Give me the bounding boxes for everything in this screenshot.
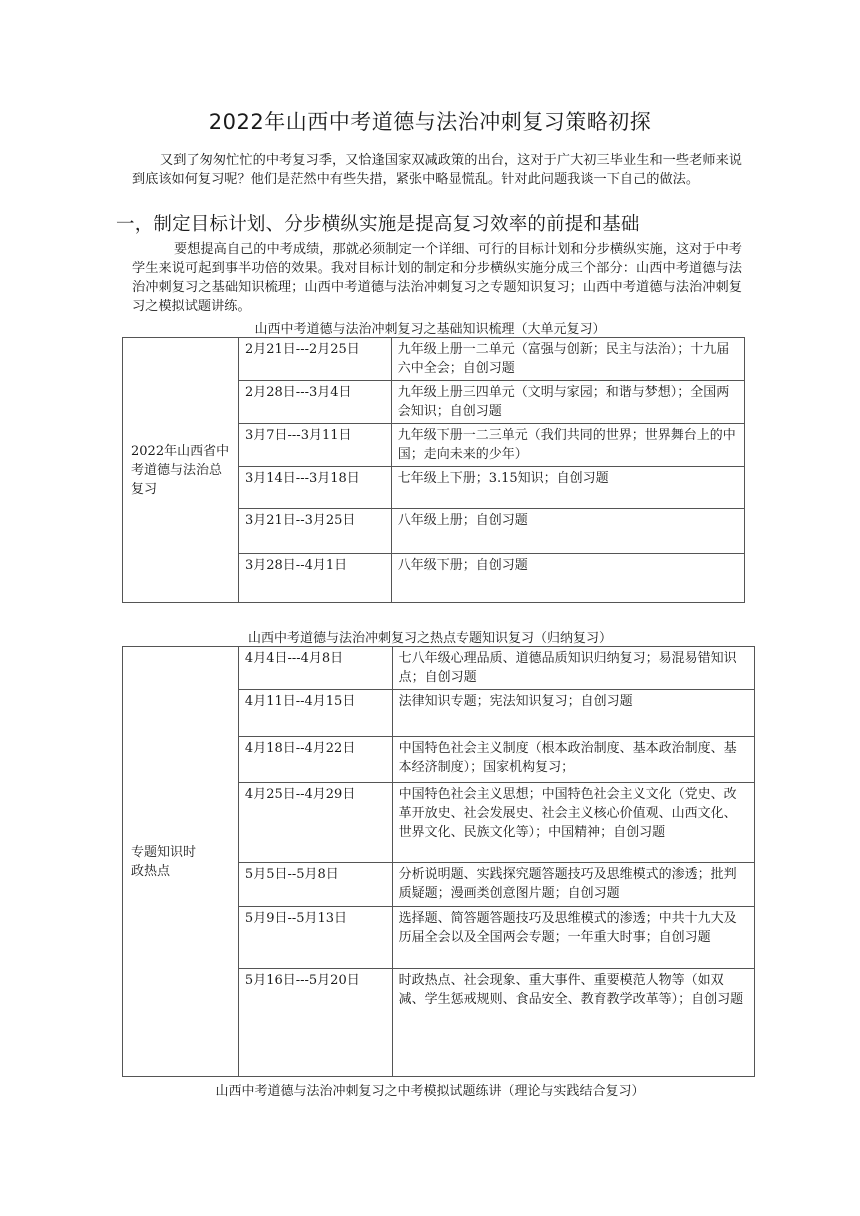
table-row-content: 九年级上册一二单元（富强与创新；民主与法治）；十九届六中全会；自创习题	[391, 338, 744, 381]
table-row-content: 法律知识专题；宪法知识复习；自创习题	[392, 690, 754, 737]
table-row-content: 中国特色社会主义思想；中国特色社会主义文化（党史、改革开放史、社会发展史、社会主义核心价值观、山西文化、世界文化、民族文化等）；中国精神；自创习题	[392, 783, 754, 863]
table-row-date: 3月7日---3月11日	[238, 424, 391, 467]
table2-caption: 山西中考道德与法治冲刺复习之热点专题知识复习（归纳复习）	[247, 631, 612, 646]
topic-review-table	[122, 646, 755, 1077]
table-row-content: 八年级上册；自创习题	[391, 509, 744, 554]
intro-paragraph: 又到了匆匆忙忙的中考复习季，又恰逢国家双减政策的出台，这对于广大初三毕业生和一些老师来说到底该如何复习呢？他们是茫然中有些失措，紧张中略显慌乱。针对此问题我谈一下自己的做法。	[132, 153, 742, 187]
table-row-content: 中国特色社会主义制度（根本政治制度、基本政治制度、基本经济制度）；国家机构复习；	[392, 737, 754, 783]
table-row-date: 4月11日--4月15日	[238, 690, 392, 737]
table-row-date: 5月16日---5月20日	[238, 969, 392, 1077]
basic-review-table	[122, 337, 745, 603]
table-row-content: 八年级下册；自创习题	[391, 554, 744, 603]
table1-left-label: 2022年山西省中考道德与法治总复习	[123, 338, 239, 603]
page-title: 2022年山西中考道德与法治冲刺复习策略初探	[208, 110, 652, 134]
table-row-date: 2月28日---3月4日	[238, 381, 391, 424]
table-row-date: 4月25日--4月29日	[238, 783, 392, 863]
table-row-date: 2月21日---2月25日	[238, 338, 391, 381]
table-row-content: 七八年级心理品质、道德品质知识归纳复习；易混易错知识点；自创习题	[392, 647, 754, 690]
table-row-date: 3月14日---3月18日	[238, 467, 391, 509]
table-row-content: 九年级上册三四单元（文明与家园；和谐与梦想）；全国两会知识；自创习题	[391, 381, 744, 424]
table-row-content: 分析说明题、实践探究题答题技巧及思维模式的渗透；批判质疑题；漫画类创意图片题；自创习题	[392, 863, 754, 907]
table-row-content: 时政热点、社会现象、重大事件、重要模范人物等（如双减、学生惩戒规则、食品安全、教育教学改革等）；自创习题	[392, 969, 754, 1077]
table-row-date: 5月5日--5月8日	[238, 863, 392, 907]
table3-caption: 山西中考道德与法治冲刺复习之中考模拟试题练讲（理论与实践结合复习）	[215, 1084, 645, 1099]
section-heading: 一，制定目标计划、分步横纵实施是提高复习效率的前提和基础	[116, 214, 640, 235]
table-row-date: 4月18日--4月22日	[238, 737, 392, 783]
table-row-date: 5月9日--5月13日	[238, 907, 392, 969]
table-row-content: 七年级上下册；3.15知识；自创习题	[391, 467, 744, 509]
table-row-date: 3月28日--4月1日	[238, 554, 391, 603]
table-row-content: 九年级下册一二三单元（我们共同的世界；世界舞台上的中国；走向未来的少年）	[391, 424, 744, 467]
table-row-date: 4月4日---4月8日	[238, 647, 392, 690]
table-row-content: 选择题、简答题答题技巧及思维模式的渗透；中共十九大及历届全会以及全国两会专题；一年重大时事；自创习题	[392, 907, 754, 969]
table2-left-label: 专题知识时政热点	[123, 647, 239, 1077]
table1-caption: 山西中考道德与法治冲刺复习之基础知识梳理（大单元复习）	[254, 322, 606, 337]
table-row-date: 3月21日--3月25日	[238, 509, 391, 554]
section-paragraph: 要想提高自己的中考成绩，那就必须制定一个详细、可行的目标计划和分步横纵实施，这对于中考学生来说可起到事半功倍的效果。我对目标计划的制定和分步横纵实施分成三个部分：山西中考道德与法治冲刺复习之基础知识梳理；山西中考道德与法治冲刺复习之专题知识复习；山西中考道德与法治冲刺复习之模拟试题讲练。	[132, 242, 742, 314]
